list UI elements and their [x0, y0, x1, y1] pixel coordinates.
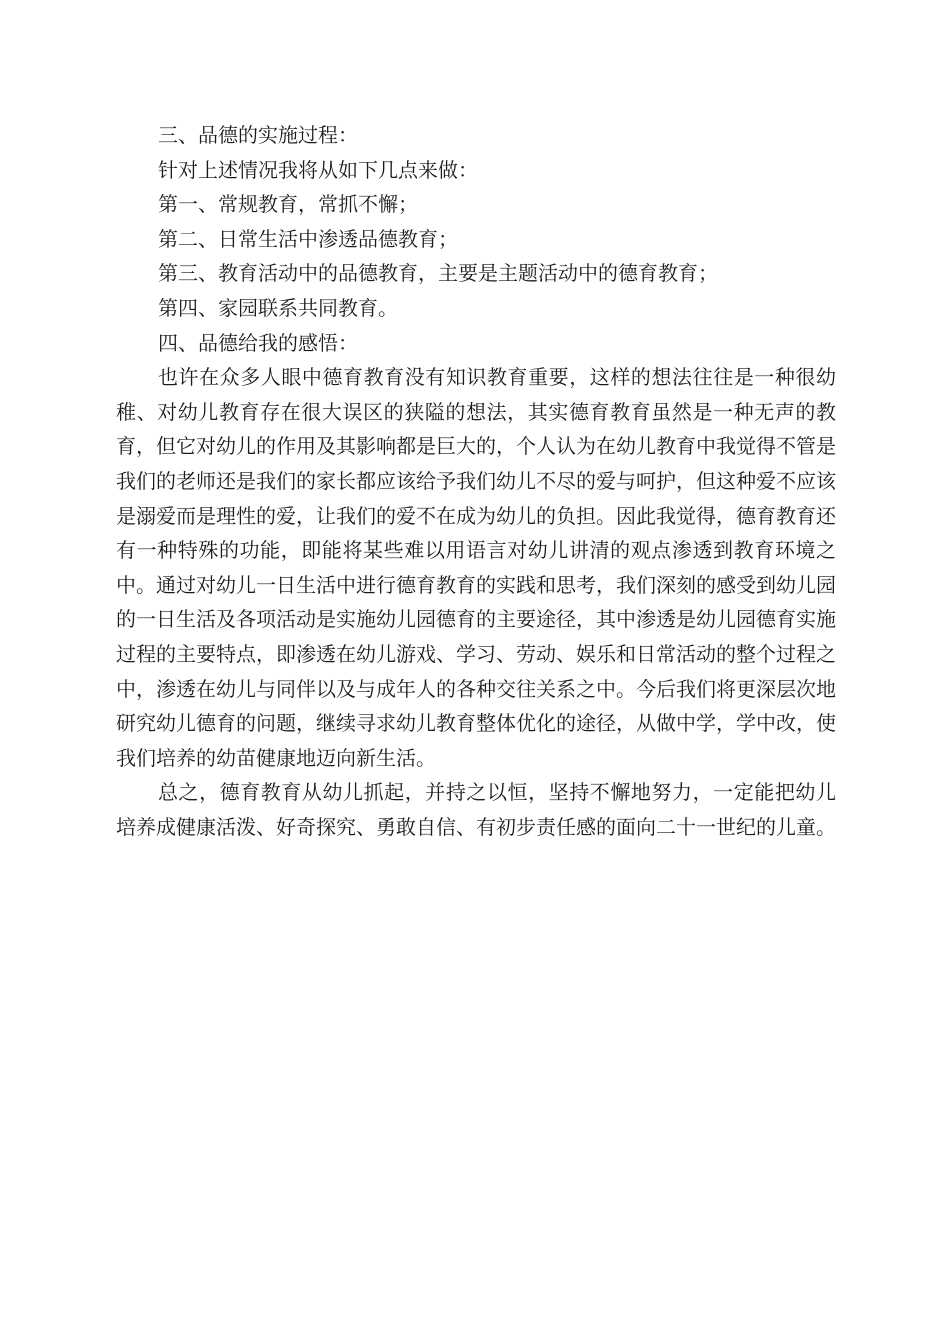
list-item-daily-life: 第二、日常生活中渗透品德教育； — [158, 226, 458, 251]
list-item-routine-education: 第一、常规教育，常抓不懈； — [158, 192, 418, 217]
document-page — [116, 118, 836, 844]
reflection-paragraph: 也许在众多人眼中德育教育没有知识教育重要，这样的想法往往是一种很幼稚、对幼儿教育存在很大误区的狭隘的想法，其实德育教育虽然是一种无声的教育，但它对幼儿的作用及其影响都是巨大的，个人认为在幼儿教育中我觉得不管是我们的老师还是我们的家长都应该给予我们幼儿不尽的爱与呵护，但这种爱不应该是溺爱而是理性的爱，让我们的爱不在成为幼儿的负担。因此我觉得，德育教育还有一种特殊的功能，即能将某些难以用语言对幼儿讲清的观点渗透到教育环境之中。通过对幼儿一日生活中进行德育教育的实践和思考，我们深刻的感受到幼儿园的一日生活及各项活动是实施幼儿园德育的主要途径，其中渗透是幼儿园德育实施过程的主要特点，即渗透在幼儿游戏、学习、劳动、娱乐和日常活动的整个过程之中，渗透在幼儿与同伴以及与成年人的各种交往关系之中。今后我们将更深层次地研究幼儿德育的问题，继续寻求幼儿教育整体优化的途径，从做中学，学中改，使我们培养的幼苗健康地迈向新生活。 — [116, 365, 836, 770]
list-item-home-school: 第四、家园联系共同教育。 — [158, 295, 398, 320]
conclusion-paragraph: 总之，德育教育从幼儿抓起，并持之以恒，坚持不懈地努力，一定能把幼儿培养成健康活泼、好奇探究、勇敢自信、有初步责任感的面向二十一世纪的儿童。 — [116, 780, 836, 839]
section-heading-reflection: 四、品德给我的感悟： — [158, 330, 358, 355]
list-item-activities: 第三、教育活动中的品德教育，主要是主题活动中的德育教育； — [158, 261, 718, 286]
section-heading-implementation: 三、品德的实施过程： — [158, 123, 358, 147]
intro-line: 针对上述情况我将从如下几点来做： — [158, 157, 478, 182]
